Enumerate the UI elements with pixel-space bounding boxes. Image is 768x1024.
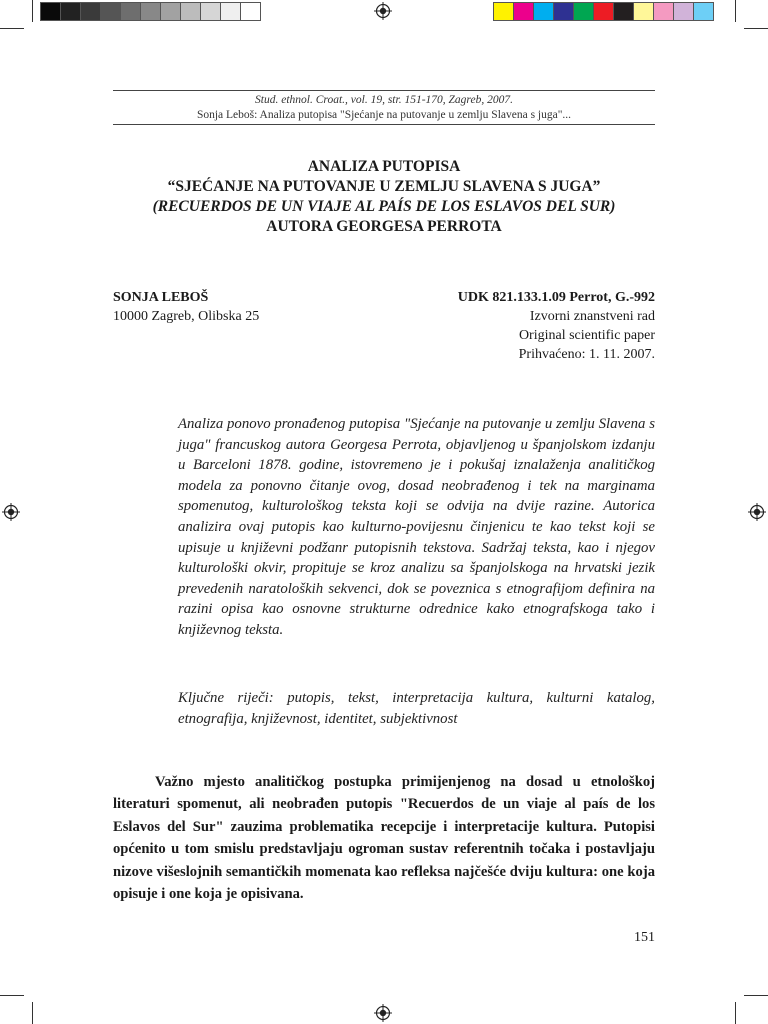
- gray-swatch-10: [220, 2, 241, 21]
- color-swatch-5: [573, 2, 594, 21]
- crop-mark-top-left-vertical: [32, 0, 33, 22]
- abstract: Analiza ponovo pronađenog putopisa "Sjećanje na putovanje u zemlju Slavena s juga" francuskog autora Georgesa Perrota, objavljenog u španjolskom izdanju u Barceloni 1878. godine, istovremeno je i pokušaj iznalaženja analitičkog modela za ponovno čitanje ovog, dosad neobrađenog i tek na marginama spomenutog, kulturološkog teksta koji se odvija na dvije razine. Autorica analizira ovaj putopis kao kulturno-povijesnu činjenicu te kao tekst koji se upisuje u književni podžanr putopisnih tekstova. Sadržaj teksta, kao i njegov kulturološki okvir, propituje se kroz analizu sa španjolskoga na hrvatski jezik prevedenih naratoloških sekvenci, dok se poveznica s etnografijom definira na razini opisa kao osnovne strukturne odrednice kako etnografskoga tako i književnog teksta.: [178, 416, 655, 638]
- gray-swatch-8: [180, 2, 201, 21]
- classification-block: [458, 288, 655, 364]
- title-line-1: ANALIZA PUTOPISA: [307, 158, 461, 175]
- registration-mark-left-icon: [2, 503, 20, 521]
- udk-code: UDK 821.133.1.09 Perrot, G.-992: [457, 290, 655, 305]
- color-swatch-1: [493, 2, 514, 21]
- color-swatch-10: [673, 2, 694, 21]
- crop-mark-bottom-right-horizontal: [744, 995, 768, 996]
- crop-mark-top-right-vertical: [735, 0, 736, 22]
- gray-swatch-9: [200, 2, 221, 21]
- gray-swatch-7: [160, 2, 181, 21]
- article-title: [113, 157, 655, 237]
- accepted-date: Prihvaćeno: 1. 11. 2007.: [518, 347, 655, 362]
- color-swatch-4: [553, 2, 574, 21]
- registration-mark-right-icon: [748, 503, 766, 521]
- gray-swatch-1: [40, 2, 61, 21]
- journal-citation: Stud. ethnol. Croat., vol. 19, str. 151-170, Zagreb, 2007.: [255, 94, 513, 106]
- crop-mark-top-right-horizontal: [744, 28, 768, 29]
- color-swatch-2: [513, 2, 534, 21]
- running-head: [113, 90, 655, 125]
- running-title: Sonja Leboš: Analiza putopisa "Sjećanje na putovanje u zemlju Slavena s juga"...: [196, 109, 572, 121]
- registration-mark-top-icon: [374, 2, 392, 20]
- gray-swatch-2: [60, 2, 81, 21]
- registration-mark-bottom-icon: [374, 1004, 392, 1022]
- crop-mark-top-left-horizontal: [0, 28, 24, 29]
- crop-mark-bottom-left-vertical: [32, 1002, 33, 1024]
- keywords: Ključne riječi: putopis, tekst, interpretacija kultura, kulturni katalog, etnografija, književnost, identitet, subjektivnost: [178, 690, 655, 727]
- gray-swatch-5: [120, 2, 141, 21]
- crop-mark-bottom-right-vertical: [735, 1002, 736, 1024]
- color-swatch-3: [533, 2, 554, 21]
- author-name: SONJA LEBOŠ: [113, 290, 209, 305]
- page-number: 151: [634, 930, 655, 945]
- gray-swatch-3: [80, 2, 101, 21]
- color-swatch-7: [613, 2, 634, 21]
- color-swatch-11: [693, 2, 714, 21]
- title-line-2: “SJEĆANJE NA PUTOVANJE U ZEMLJU SLAVENA S JUGA”: [167, 178, 601, 195]
- body-paragraph: Važno mjesto analitičkog postupka primijenjenog na dosad u etnološkoj literaturi spomenut, ali neobrađen putopis "Recuerdos de un viaje al país de los Eslavos del Sur" zauzima problematika recepcije i interpretacije kultura. Putopisi općenito u tom smislu predstavljaju ogroman sustav referentnih točaka i postavljaju nizove višeslojnih semantičkih momenata kao refleksa najčešće dviju kultura: one koja opisuje i one koja je opisivana.: [113, 774, 655, 903]
- color-swatch-9: [653, 2, 674, 21]
- grayscale-color-bar: [40, 2, 260, 21]
- paper-type-en: Original scientific paper: [518, 328, 655, 343]
- author-address: 10000 Zagreb, Olibska 25: [113, 309, 260, 324]
- color-swatch-6: [593, 2, 614, 21]
- gray-swatch-11: [240, 2, 261, 21]
- paper-type-hr: Izvorni znanstveni rad: [529, 309, 655, 324]
- gray-swatch-6: [140, 2, 161, 21]
- title-line-4: AUTORA GEORGESA PERROTA: [266, 218, 502, 235]
- gray-swatch-4: [100, 2, 121, 21]
- color-swatch-8: [633, 2, 654, 21]
- author-block: [113, 288, 259, 326]
- title-line-3: (RECUERDOS DE UN VIAJE AL PAÍS DE LOS ESLAVOS DEL SUR): [152, 198, 616, 215]
- crop-mark-bottom-left-horizontal: [0, 995, 24, 996]
- process-color-bar: [493, 2, 713, 21]
